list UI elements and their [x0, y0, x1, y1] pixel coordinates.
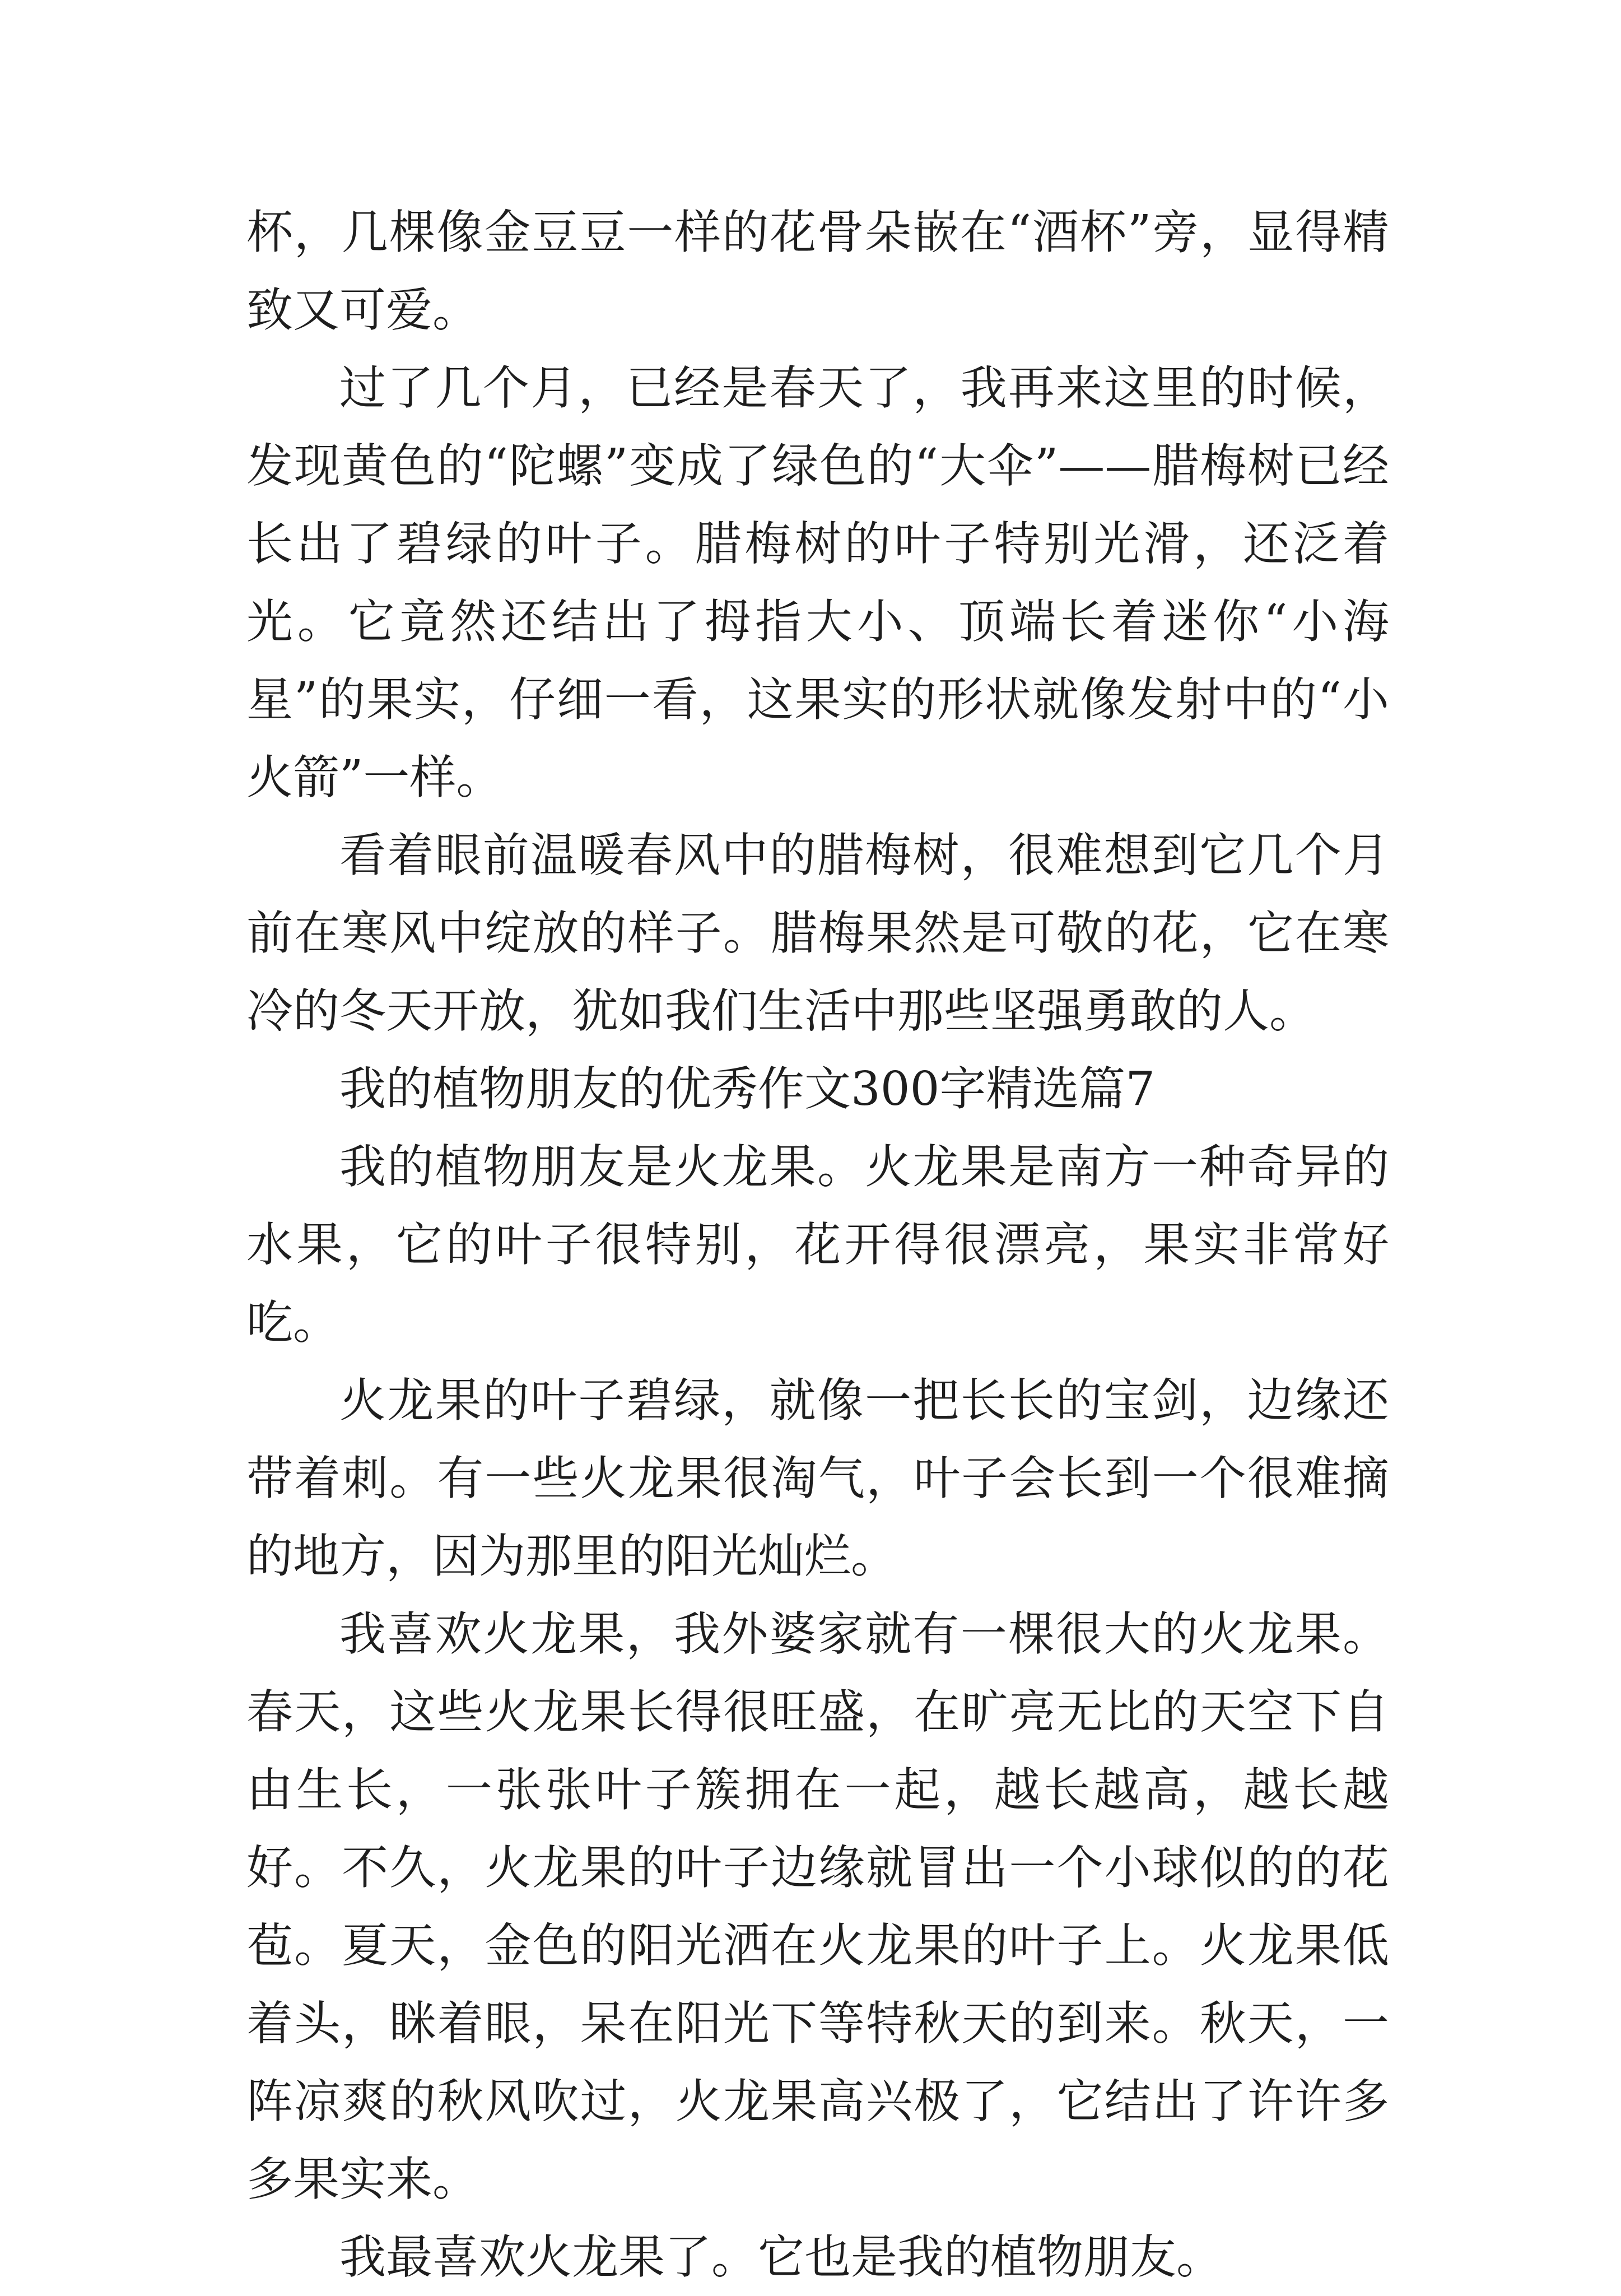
- paragraph-dragonfruit-ending: 我最喜欢火龙果了。它也是我的植物朋友。: [339, 2230, 1223, 2284]
- paragraph-dragonfruit-intro: 我的植物朋友是火龙果。火龙果是南方一种奇异的水果，它的叶子很特别，花开得很漂亮，果实非常好吃。: [246, 1140, 1389, 1350]
- paragraph-spring-wintersweet: 过了几个月，已经是春天了，我再来这里的时候，发现黄色的“陀螺”变成了绿色的“大伞”——腊梅树已经长出了碧绿的叶子。腊梅树的叶子特别光滑，还泛着光。它竟然还结出了拇指大小、顶端长着迷你“小海星”的果实，仔细一看，这果实的形状就像发射中的“小火箭”一样。: [246, 361, 1389, 805]
- essay-heading: 我的植物朋友的优秀作文300字精选篇7: [339, 1062, 1156, 1116]
- paragraph-dragonfruit-leaves: 火龙果的叶子碧绿，就像一把长长的宝剑，边缘还带着刺。有一些火龙果很淘气，叶子会长到一个很难摘的地方，因为那里的阳光灿烂。: [246, 1373, 1389, 1583]
- document-body: [246, 193, 1389, 2296]
- paragraph-wintersweet-conclusion: 看着眼前温暖春风中的腊梅树，很难想到它几个月前在寒风中绽放的样子。腊梅果然是可敬的花，它在寒冷的冬天开放，犹如我们生活中那些坚强勇敢的人。: [246, 828, 1389, 1038]
- paragraph-dragonfruit-seasons: 我喜欢火龙果，我外婆家就有一棵很大的火龙果。春天，这些火龙果长得很旺盛，在旷亮无比的天空下自由生长，一张张叶子簇拥在一起，越长越高，越长越好。不久，火龙果的叶子边缘就冒出一个小球似的的花苞。夏天，金色的阳光洒在火龙果的叶子上。火龙果低着头，眯着眼，呆在阳光下等特秋天的到来。秋天，一阵凉爽的秋风吹过，火龙果高兴极了，它结出了许许多多果实来。: [246, 1607, 1389, 2206]
- paragraph-continuation: 杯，几棵像金豆豆一样的花骨朵嵌在“酒杯”旁，显得精致又可爱。: [246, 205, 1389, 337]
